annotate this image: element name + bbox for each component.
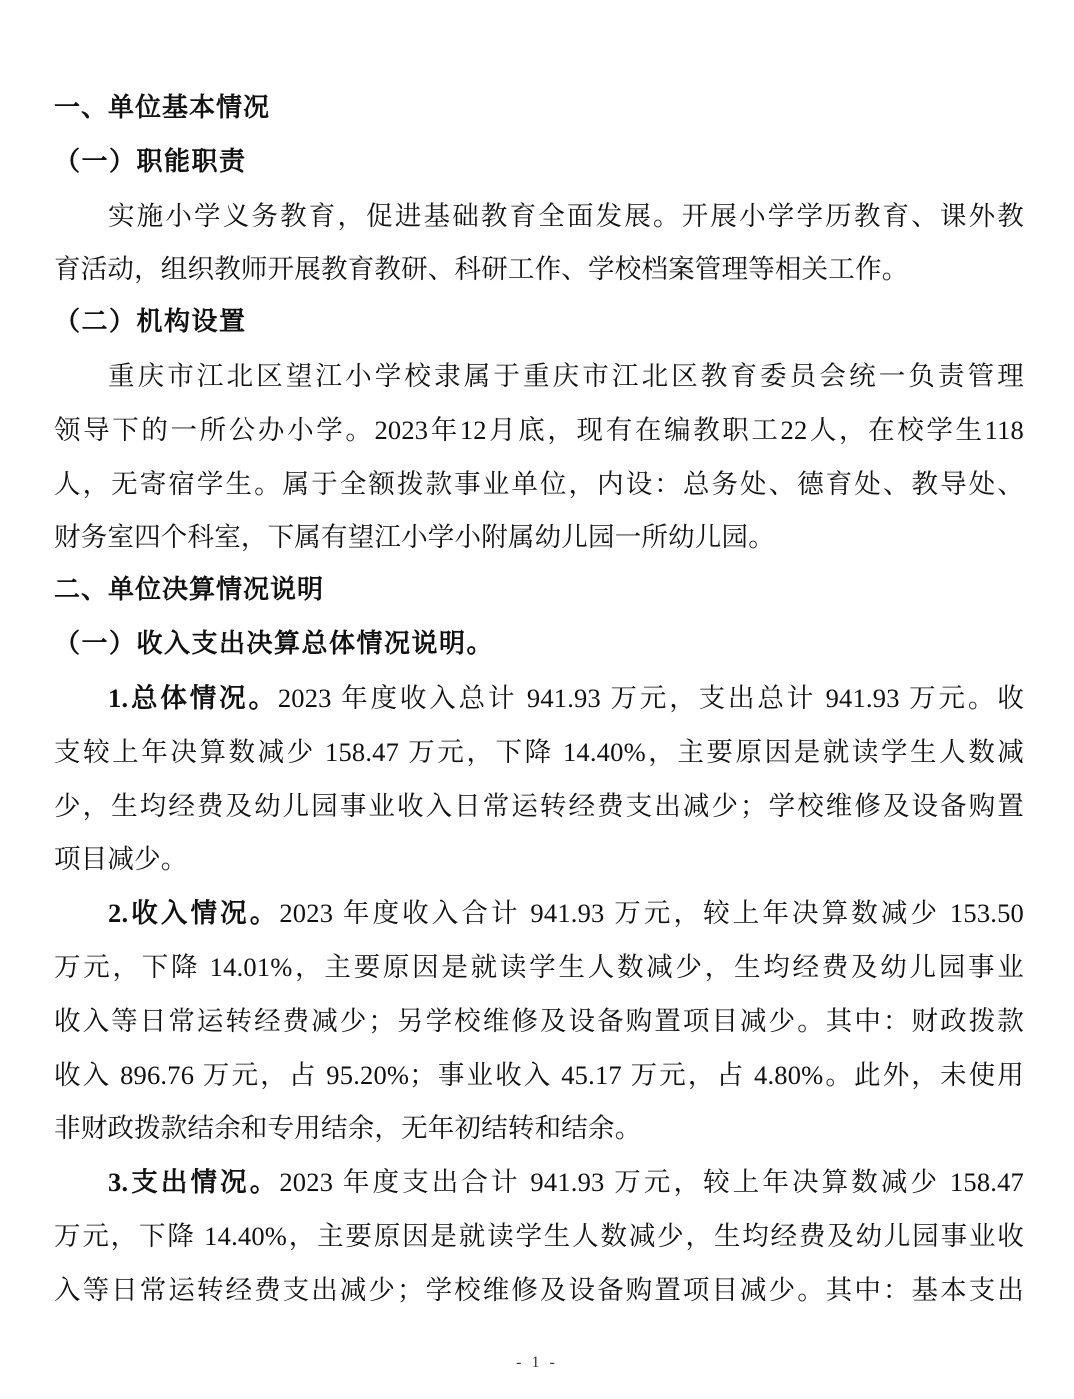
paragraph-line: 非财政拨款结余和专用结余，无年初结转和结余。 (54, 1113, 642, 1143)
item-lead-overall: 1.总体情况。 (108, 683, 278, 713)
paragraph-line: 项目减少。 (54, 844, 188, 874)
paragraph-text: 2023 年度收入总计 941.93 万元，支出总计 941.93 万元。收 (277, 683, 1024, 713)
paragraph-text: 2023 年度支出合计 941.93 万元，较上年决算数减少 158.47 (279, 1167, 1025, 1197)
paragraph-line: 财务室四个科室，下属有望江小学小附属幼儿园一所幼儿园。 (54, 522, 775, 552)
paragraph-line: 收入 896.76 万元，占 95.20%；事业收入 45.17 万元，占 4.80%。此外，未使用 (54, 1060, 1024, 1090)
subheading-income-expenditure: （一）收入支出决算总体情况说明。 (54, 629, 495, 658)
paragraph-item1-first-line (108, 682, 1024, 714)
paragraph-item3-first-line (108, 1166, 1024, 1198)
paragraph-line: 万元，下降 14.01%，主要原因是就读学生人数减少，生均经费及幼儿园事业 (54, 952, 1024, 982)
subheading-functions: （一）职能职责 (54, 147, 247, 176)
paragraph-line: 领导下的一所公办小学。2023年12月底，现有在编教职工22人，在校学生118 (54, 415, 1024, 445)
paragraph-line: 收入等日常运转经费减少；另学校维修及设备购置项目减少。其中：财政拨款 (54, 1006, 1024, 1036)
paragraph-line: 万元，下降 14.40%，主要原因是就读学生人数减少，生均经费及幼儿园事业收 (54, 1221, 1024, 1251)
paragraph-line: 支较上年决算数减少 158.47 万元，下降 14.40%，主要原因是就读学生人数减 (54, 737, 1024, 767)
section-heading-final-accounts: 二、单位决算情况说明 (54, 575, 325, 605)
item-lead-expenditure: 3.支出情况。 (108, 1167, 280, 1197)
page-number: - 1 - (516, 1354, 558, 1371)
paragraph-line: 重庆市江北区望江小学校隶属于重庆市江北区教育委员会统一负责管理 (108, 361, 1024, 391)
paragraph-item2-first-line (108, 897, 1024, 929)
paragraph-line: 实施小学义务教育，促进基础教育全面发展。开展小学学历教育、课外教 (108, 201, 1024, 231)
paragraph-line: 人，无寄宿学生。属于全额拨款事业单位，内设：总务处、德育处、教导处、 (54, 469, 1024, 499)
paragraph-line: 入等日常运转经费支出减少；学校维修及设备购置项目减少。其中：基本支出 (54, 1275, 1024, 1305)
item-lead-income: 2.收入情况。 (108, 898, 280, 928)
paragraph-line: 育活动，组织教师开展教育教研、科研工作、学校档案管理等相关工作。 (54, 254, 909, 284)
paragraph-text: 2023 年度收入合计 941.93 万元，较上年决算数减少 153.50 (279, 898, 1025, 928)
section-heading-basic-info: 一、单位基本情况 (54, 93, 271, 123)
paragraph-line: 少，生均经费及幼儿园事业收入日常运转经费支出减少；学校维修及设备购置 (54, 791, 1024, 821)
subheading-organization: （二）机构设置 (54, 307, 247, 336)
